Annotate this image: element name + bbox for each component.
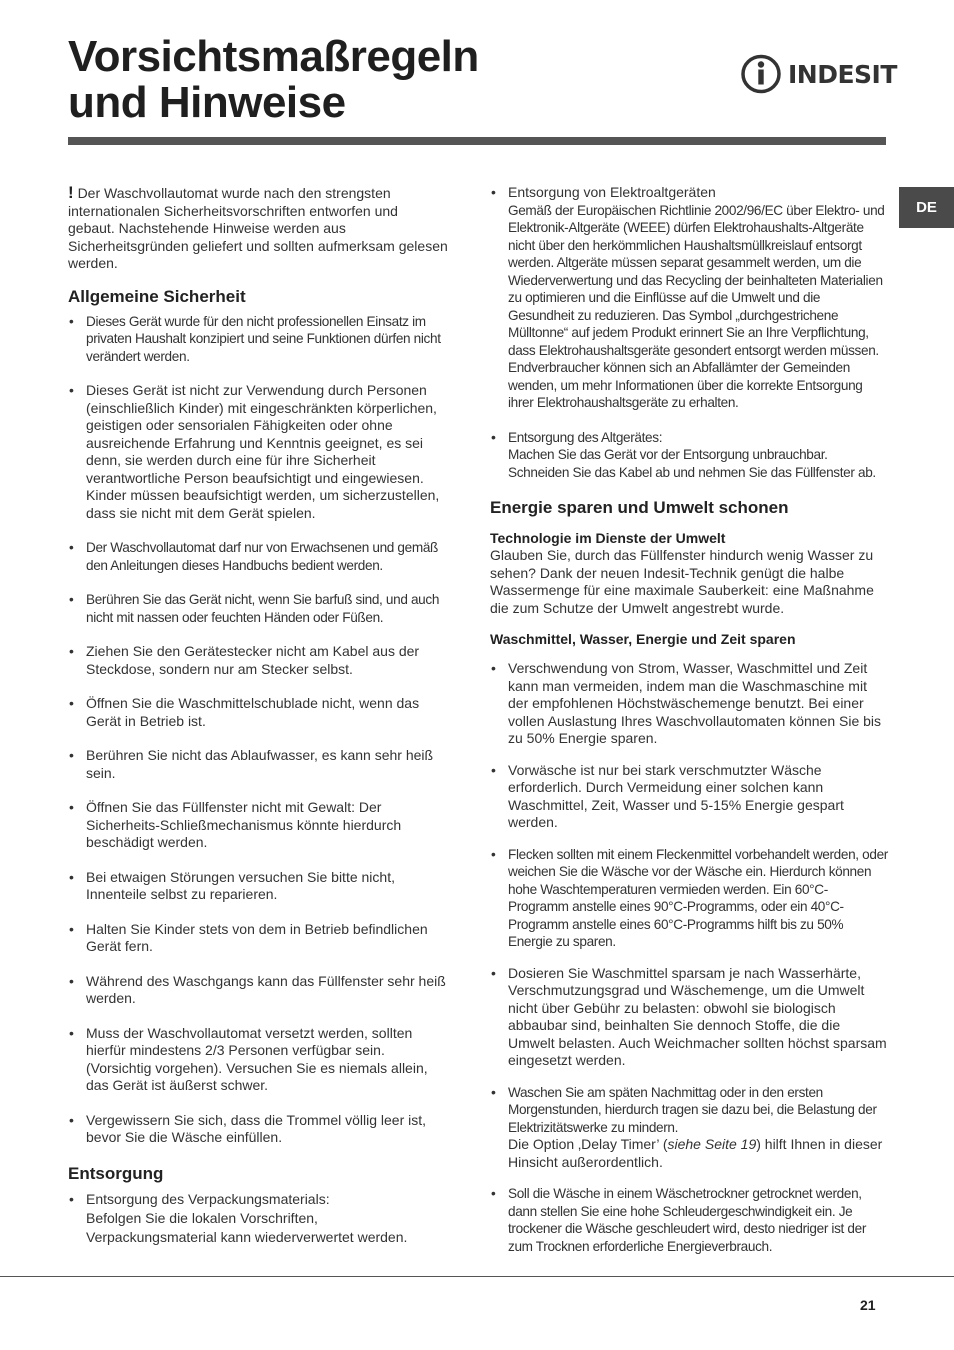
disposal-heading: Entsorgung xyxy=(68,1163,164,1183)
list-item: • Muss der Waschvollautomat versetzt werden, sollten hierfür mindestens 2/3 Personen verfügbar sein. (Vorsichtig vorgehen). Versuchen Sie es niemals allein, das Gerät ist äußerst schwer. xyxy=(68,1025,448,1095)
list-item: • Dieses Gerät wurde für den nicht professionellen Einsatz im privaten Haushalt konzipiert und seine Funktionen dürfen nicht verändert werden. xyxy=(68,313,448,366)
technology-text: Glauben Sie, durch das Füllfenster hindurch wenig Wasser zu sehen? Dank der neuen Indesit-Technik genügt die halbe Wassermenge für eine maximale Sauberkeit: eine Maßnahme die zum Schutze der Umwelt angestrebt wurde. xyxy=(490,547,874,616)
timing-text: • Waschen Sie am späten Nachmittag oder in den ersten Morgenstunden, hierdurch tragen sie dazu bei, die Belastung der Elektrizitätswerke zu mindern. xyxy=(508,1084,877,1135)
list-item xyxy=(68,1190,448,1247)
packaging-title: • Entsorgung des Verpackungsmaterials: xyxy=(86,1190,330,1207)
saving-heading: Waschmittel, Wasser, Energie und Zeit sparen xyxy=(490,631,796,647)
energy-heading: Energie sparen und Umwelt schonen xyxy=(490,498,789,517)
technology-heading: Technologie im Dienste der Umwelt xyxy=(490,530,726,546)
list-item: • Berühren Sie das Gerät nicht, wenn Sie barfuß sind, und auch nicht mit nassen oder feuchten Händen oder Füßen. xyxy=(68,591,448,626)
list-item: • Der Waschvollautomat darf nur von Erwachsenen und gemäß den Anleitungen dieses Handbuchs bedient werden. xyxy=(68,539,448,574)
disposal-electronics-list xyxy=(490,184,888,481)
header-rule xyxy=(68,137,886,145)
list-item: • Dosieren Sie Waschmittel sparsam je nach Wasserhärte, Verschmutzungsgrad und Wäschemenge, um die Umwelt nicht über Gebühr zu belasten: obwohl sie biologisch abbaubar sind, beinhalten Sie dennoch Stoffe, die die Umwelt belasten. Auch Weichmacher sollten höchst sparsam eingesetzt werden. xyxy=(490,965,888,1070)
saving-list xyxy=(490,660,888,1255)
general-safety-list xyxy=(68,313,448,1147)
electronics-text: Gemäß der Europäischen Richtlinie 2002/96/EC über Elektro- und Elektronik-Altgeräte (WEEE) dürfen Elektrohaushalts-Altgeräte nicht über den herkömmlichen Haushaltsmüllkreislauf entsorgt werden. Altgeräte müssen separat gesammelt werden, um die Wiederverwertung und das Recycling der beinhalteten Materialien zu optimieren und die Einflüsse auf die Umwelt und die Gesundheit zu reduzieren. Das Symbol „durchgestrichene Mülltonne“ auf jedem Produkt erinnert Sie an Ihre Verpflichtung, dass Elektrohaushaltsgeräte gesondert entsorgt werden müssen. Endverbraucher können sich an Abfallämter der Gemeinden wenden, um mehr Informationen über die korrekte Entsorgung ihrer Elektrohaushaltsgeräte zu erhalten. xyxy=(508,202,885,410)
page-title-line-1: Vorsichtsmaßregeln xyxy=(68,32,479,81)
page-title-line-2: und Hinweise xyxy=(68,78,346,127)
list-item: • Soll die Wäsche in einem Wäschetrockner getrocknet werden, dann stellen Sie eine hohe Schleudergeschwindigkeit ein. Je trockener die Wäsche geschleudert wird, desto niedriger ist der zum Trocknen erforderliche Energieverbrauch. xyxy=(490,1185,888,1255)
list-item: • Flecken sollten mit einem Fleckenmittel vorbehandelt werden, oder weichen Sie die Wäsche vor der Wäsche ein. Hierdurch können hohe Waschtemperaturen vermieden werden. Ein 60°C-Programm anstelle eines 90°C-Programms, oder ein 40°C-Programm anstelle eines 60°C-Programms hilft bis zu 50% Energie zu sparen. xyxy=(490,846,888,951)
language-tab: DE xyxy=(899,187,954,228)
page-title xyxy=(68,34,479,126)
list-item: • Öffnen Sie das Füllfenster nicht mit Gewalt: Der Sicherheits-Schließmechanismus könnte hierdurch beschädigt werden. xyxy=(68,799,448,852)
list-item: • Dieses Gerät ist nicht zur Verwendung durch Personen (einschließlich Kinder) mit eingeschränkten körperlichen, geistigen oder sensorialen Fähigkeiten oder ohne ausreichende Erfahrung und Kenntnis geeignet, es sei denn, sie werden durch eine für ihre Sicherheit verantwortliche Person beaufsichtigt und eingewiesen. Kinder müssen beaufsichtigt werden, um sicherzustellen, dass sie nicht mit dem Gerät spielen. xyxy=(68,382,448,522)
electronics-title: • Entsorgung von Elektroaltgeräten xyxy=(508,184,716,200)
list-item xyxy=(490,429,888,482)
old-device-text: Machen Sie das Gerät vor der Entsorgung unbrauchbar. Schneiden Sie das Kabel ab und nehmen Sie das Füllfenster ab. xyxy=(508,447,876,480)
left-column xyxy=(68,184,448,1255)
packaging-text: Befolgen Sie die lokalen Vorschriften, Verpackungsmaterial kann wiederverwertet werden. xyxy=(86,1209,408,1245)
timing-option xyxy=(508,1136,888,1171)
list-item xyxy=(490,184,888,412)
list-item xyxy=(490,1084,888,1172)
disposal-packaging-list xyxy=(68,1190,448,1247)
intro-text: Der Waschvollautomat wurde nach den strengsten internationalen Sicherheitsvorschriften entworfen und gebaut. Nachstehende Hinweise werden aus Sicherheitsgründen geliefert und sollten aufmerksam gelesen werden. xyxy=(68,185,448,271)
list-item: • Berühren Sie nicht das Ablaufwasser, es kann sehr heiß sein. xyxy=(68,747,448,782)
right-column xyxy=(490,184,888,1269)
list-item: • Verschwendung von Strom, Wasser, Waschmittel und Zeit kann man vermeiden, indem man die Waschmaschine mit der empfohlenen Höchstwäschemenge benutzt. Bei einer vollen Auslastung Ihres Waschvollautomaten können Sie bis zu 50% Energie sparen. xyxy=(490,660,888,748)
warning-mark: ! xyxy=(68,183,74,202)
list-item: • Ziehen Sie den Gerätestecker nicht am Kabel aus der Steckdose, sondern nur am Stecker selbst. xyxy=(68,643,448,678)
list-item: • Halten Sie Kinder stets von dem in Betrieb befindlichen Gerät fern. xyxy=(68,921,448,956)
list-item: • Vorwäsche ist nur bei stark verschmutzter Wäsche erforderlich. Durch Vermeidung einer solchen kann Waschmittel, Zeit, Wasser und 5-15% Energie gespart werden. xyxy=(490,762,888,832)
page-number: 21 xyxy=(860,1297,876,1313)
list-item: • Öffnen Sie die Waschmittelschublade nicht, wenn das Gerät in Betrieb ist. xyxy=(68,695,448,730)
footer-rule xyxy=(0,1276,954,1277)
list-item: • Vergewissern Sie sich, dass die Trommel völlig leer ist, bevor Sie die Wäsche einfüllen. xyxy=(68,1112,448,1147)
general-safety-heading: Allgemeine Sicherheit xyxy=(68,286,246,306)
indesit-logo xyxy=(740,54,900,94)
brand-name: INDESIT xyxy=(788,59,897,89)
timing-option-pre: Die Option ‚Delay Timer’ ( xyxy=(508,1136,668,1152)
list-item: • Bei etwaigen Störungen versuchen Sie bitte nicht, Innenteile selbst zu reparieren. xyxy=(68,869,448,904)
old-device-title: • Entsorgung des Altgerätes: xyxy=(508,429,663,445)
list-item: • Während des Waschgangs kann das Füllfenster sehr heiß werden. xyxy=(68,973,448,1008)
indesit-i-icon xyxy=(740,54,782,94)
page-reference: siehe Seite 19 xyxy=(667,1136,757,1152)
intro-paragraph xyxy=(68,184,448,273)
timing-option-post: ) hilft Ihnen in dieser Hinsicht außerordentlich. xyxy=(508,1136,883,1170)
